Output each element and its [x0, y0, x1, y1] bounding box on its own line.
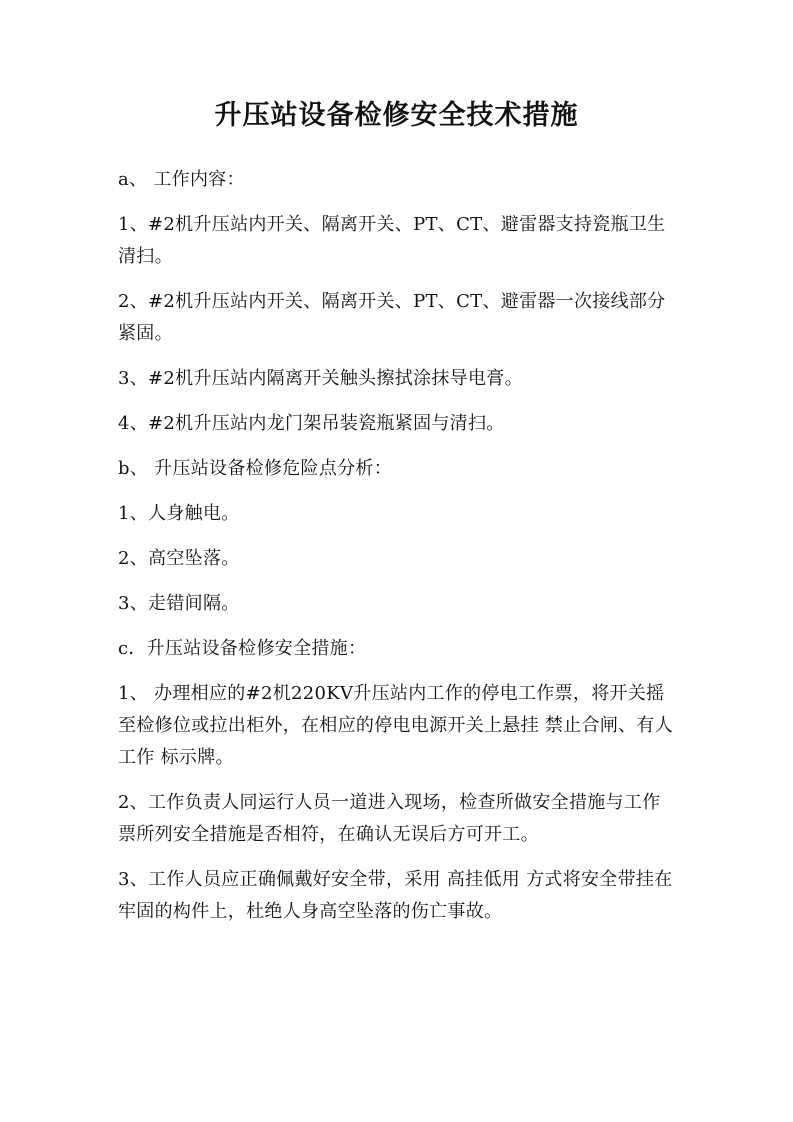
risk-item-1: 1、人身触电。: [118, 503, 240, 524]
document-body: [118, 164, 678, 941]
safety-measure-1: 1、 办理相应的#2机220KV升压站内工作的停电工作票，将开关摇至检修位或拉出柜外，在相应的停电电源开关上悬挂 禁止合闸、有人工作 标示牌。: [118, 683, 674, 768]
section-a-heading: a、 工作内容：: [118, 169, 245, 190]
work-content-item-2: 2、#2机升压站内开关、隔离开关、PT、CT、避雷器一次接线部分紧固。: [118, 291, 666, 344]
risk-item-3: 3、走错间隔。: [118, 593, 240, 614]
work-content-item-1: 1、#2机升压站内开关、隔离开关、PT、CT、避雷器支持瓷瓶卫生清扫。: [118, 214, 666, 267]
risk-item-2: 2、高空坠落。: [118, 548, 240, 569]
section-c-heading: c．升压站设备检修安全措施：: [118, 638, 367, 659]
work-content-item-3: 3、#2机升压站内隔离开关触头擦拭涂抹导电膏。: [118, 368, 523, 389]
document-title: 升压站设备检修安全技术措施: [214, 100, 579, 131]
safety-measure-3: 3、工作人员应正确佩戴好安全带，采用 高挂低用 方式将安全带挂在牢固的构件上，杜绝人身高空坠落的伤亡事故。: [118, 869, 673, 922]
safety-measure-2: 2、工作负责人同运行人员一道进入现场，检查所做安全措施与工作票所列安全措施是否相符，在确认无误后方可开工。: [118, 792, 661, 845]
section-b-heading: b、 升压站设备检修危险点分析：: [118, 458, 393, 479]
work-content-item-4: 4、#2机升压站内龙门架吊装瓷瓶紧固与清扫。: [118, 413, 505, 434]
